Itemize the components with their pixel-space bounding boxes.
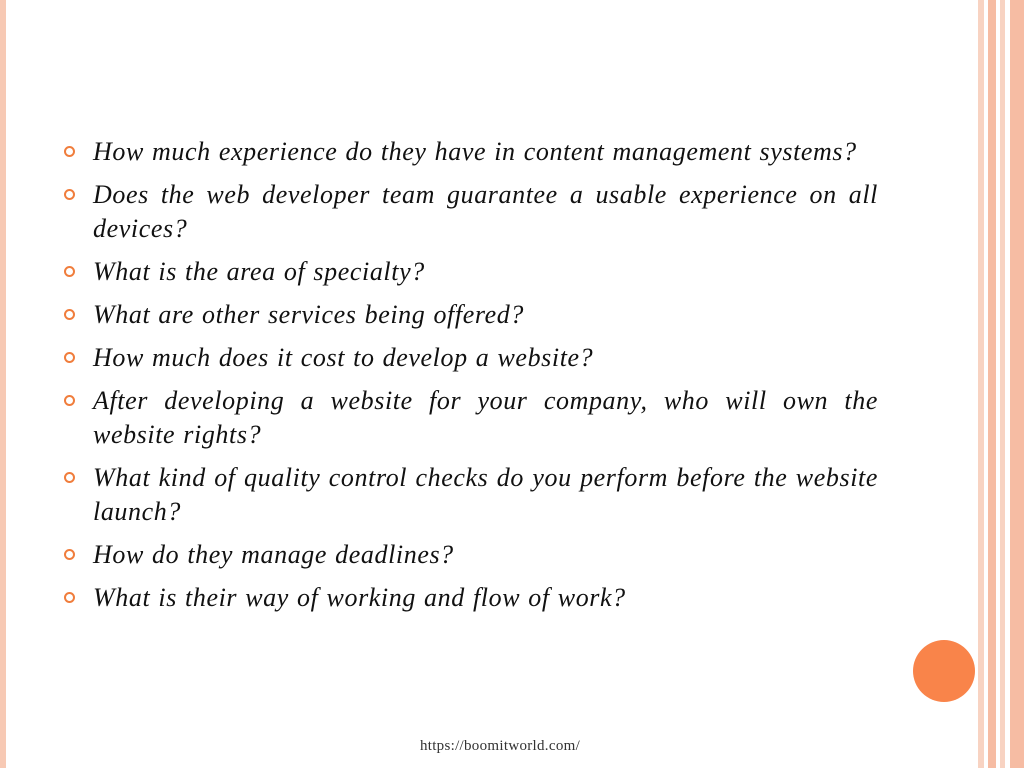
bullet-text: What is the area of specialty?: [93, 257, 425, 286]
bullet-text: What kind of quality control checks do you perform before the website launch?: [93, 463, 878, 526]
bullet-item: [64, 178, 878, 246]
right-stripe-4: [1010, 0, 1024, 768]
bullet-text: Does the web developer team guarantee a usable experience on all devices?: [93, 180, 878, 243]
bullet-item: [64, 298, 878, 332]
right-stripe-2: [988, 0, 996, 768]
right-stripe-3: [1000, 0, 1005, 768]
ring-bullet-icon: [64, 472, 75, 483]
ring-bullet-icon: [64, 352, 75, 363]
bullet-item: [64, 255, 878, 289]
ring-bullet-icon: [64, 309, 75, 320]
bullet-item: [64, 581, 878, 615]
bullet-item: [64, 461, 878, 529]
bullet-list: [64, 135, 878, 624]
bullet-item: [64, 384, 878, 452]
bullet-text: What is their way of working and flow of work?: [93, 583, 626, 612]
left-border-stripe: [0, 0, 6, 768]
ring-bullet-icon: [64, 266, 75, 277]
right-stripe-1: [978, 0, 984, 768]
ring-bullet-icon: [64, 592, 75, 603]
bullet-text: After developing a website for your company, who will own the website rights?: [93, 386, 878, 449]
footer-url[interactable]: https://boomitworld.com/: [419, 738, 581, 754]
bullet-item: [64, 135, 878, 169]
bullet-text: What are other services being offered?: [93, 300, 524, 329]
bullet-text: How much experience do they have in content management systems?: [93, 137, 857, 166]
decorative-orange-circle: [913, 640, 975, 702]
ring-bullet-icon: [64, 189, 75, 200]
bullet-item: [64, 341, 878, 375]
ring-bullet-icon: [64, 549, 75, 560]
bullet-text: How much does it cost to develop a website?: [93, 343, 594, 372]
bullet-text: How do they manage deadlines?: [93, 540, 454, 569]
ring-bullet-icon: [64, 146, 75, 157]
ring-bullet-icon: [64, 395, 75, 406]
bullet-item: [64, 538, 878, 572]
